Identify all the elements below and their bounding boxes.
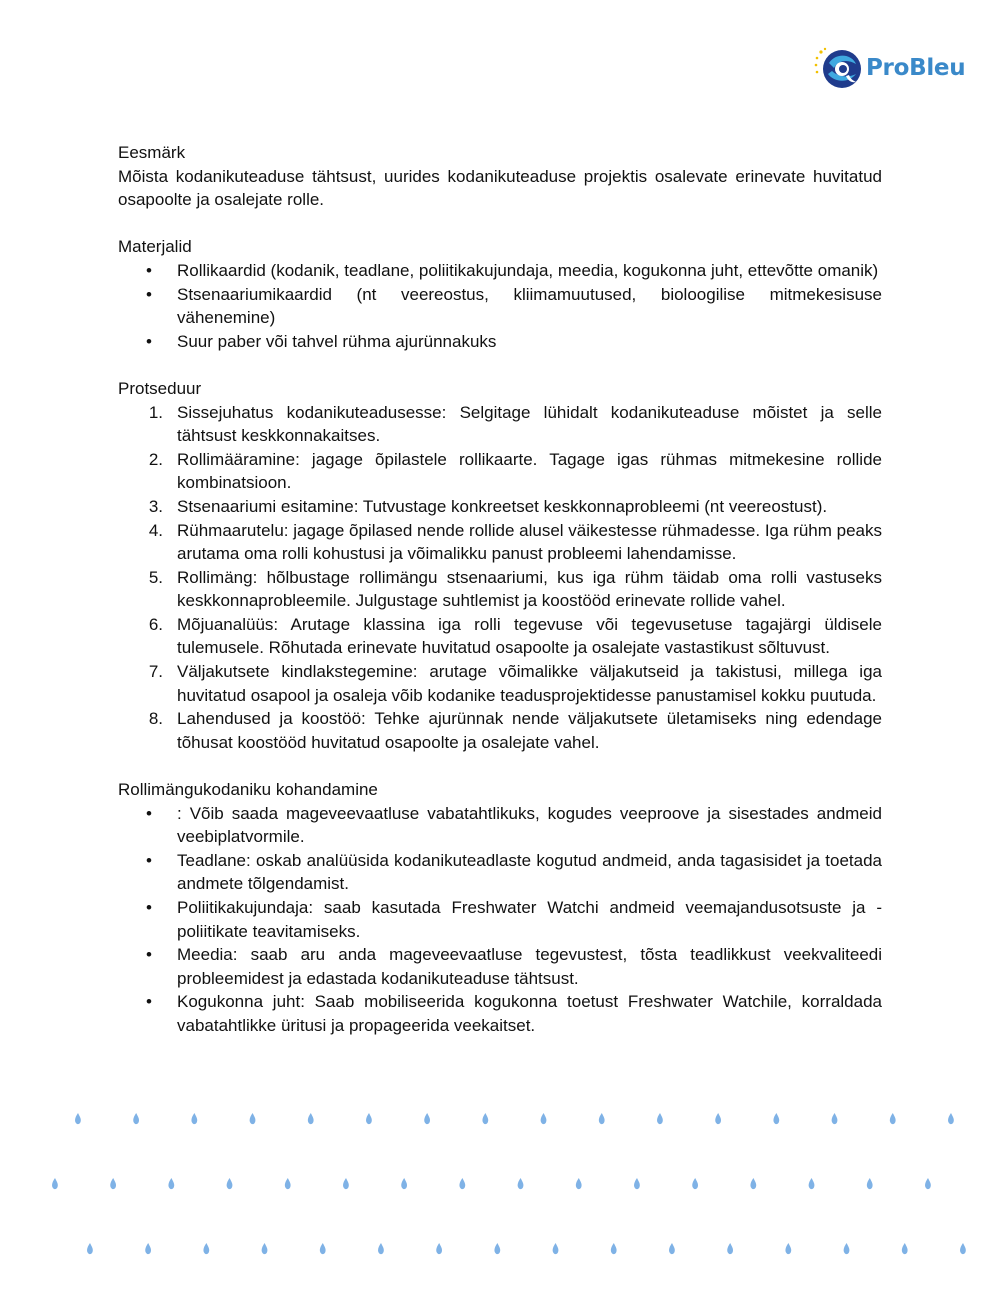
- water-drop-icon: [459, 1178, 465, 1189]
- water-drop-icon: [436, 1243, 442, 1254]
- bullet-icon: •: [146, 284, 152, 304]
- step-number: 2.: [148, 449, 163, 469]
- water-drop-icon: [599, 1113, 605, 1124]
- water-drop-icon: [948, 1113, 954, 1124]
- water-drop-pattern: [0, 1100, 1000, 1280]
- water-drop-icon: [366, 1113, 372, 1124]
- brand-name: ProBleu: [866, 55, 966, 81]
- materials-list: [118, 259, 882, 353]
- step-number: 6.: [148, 614, 163, 634]
- water-drop-icon: [634, 1178, 640, 1189]
- list-item: [118, 660, 882, 707]
- water-drop-icon: [844, 1243, 850, 1254]
- water-drop-icon: [773, 1113, 779, 1124]
- water-drop-icon: [925, 1178, 931, 1189]
- water-drop-icon: [669, 1243, 675, 1254]
- list-item: [118, 849, 882, 896]
- procedure-heading: Protseduur: [118, 378, 202, 398]
- water-drop-icon: [715, 1113, 721, 1124]
- goal-heading: Eesmärk: [118, 143, 186, 162]
- list-item: [118, 495, 882, 519]
- water-drop-icon: [553, 1243, 559, 1254]
- list-item-text: Teadlane: oskab analüüsida kodanikuteadlaste kogutud andmeid, anda tagasisidet ja toetada andmete tõlgendamist.: [177, 850, 882, 894]
- list-item-text: Meedia: saab aru anda mageveevaatluse tegevustest, tõsta teadlikkust veekvaliteedi probleemidest ja edastada kodanikuteaduse tähtsust.: [177, 945, 882, 988]
- step-text: Stsenaariumi esitamine: Tutvustage konkreetset keskkonnaprobleemi (nt veereostust).: [177, 496, 828, 516]
- step-number: 4.: [148, 520, 163, 540]
- water-drop-icon: [401, 1178, 407, 1189]
- water-drop-icon: [145, 1243, 151, 1254]
- adaptation-section: [118, 778, 882, 1038]
- list-item: [118, 519, 882, 566]
- water-drop-icon: [308, 1113, 314, 1124]
- water-drop-icon: [576, 1178, 582, 1189]
- step-text: Sissejuhatus kodanikuteadusesse: Selgitage lühidalt kodanikuteaduse mõistet ja selle tähtsust keskkonnakaitses.: [177, 402, 882, 446]
- water-drop-icon: [692, 1178, 698, 1189]
- water-drop-icon: [75, 1113, 81, 1124]
- bullet-icon: •: [146, 945, 152, 965]
- list-item: [118, 990, 882, 1037]
- water-drop-icon: [832, 1113, 838, 1124]
- water-drop-icon: [52, 1178, 58, 1189]
- spacer: [118, 353, 882, 377]
- water-drop-icon: [320, 1243, 326, 1254]
- bullet-icon: •: [146, 898, 152, 917]
- water-drop-icon: [424, 1113, 430, 1124]
- water-drop-icon: [809, 1178, 815, 1189]
- water-drop-icon: [727, 1243, 733, 1254]
- step-text: Mõjuanalüüs: Arutage klassina iga rolli tegevuse või tegevusetuse tagajärgi üldisele tulemusele. Rõhutada erinevate huvitatud osapoolte ja osalejate vastastikust sõltuvust.: [177, 614, 882, 658]
- step-text: Rollimääramine: jagage õpilastele rollikaarte. Tagage igas rühmas mitmekesine rollide kombinatsioon.: [177, 449, 882, 493]
- step-number: 7.: [148, 662, 163, 682]
- spacer: [118, 212, 882, 236]
- probleu-logo-icon: [812, 44, 864, 92]
- water-drop-icon: [250, 1113, 256, 1124]
- list-item-text: : Võib saada mageveevaatluse vabatahtlikuks, kogudes veeproove ja sisestades andmeid veebiplatvormile.: [177, 803, 882, 847]
- water-drop-icon: [482, 1113, 488, 1124]
- adaptation-list: [118, 802, 882, 1038]
- water-drop-icon: [203, 1243, 209, 1254]
- bullet-icon: •: [146, 331, 152, 351]
- list-item-text: Suur paber või tahvel rühma ajurünnakuks: [177, 331, 497, 351]
- materials-section: [118, 235, 882, 353]
- step-text: Rühmaarutelu: jagage õpilased nende rollide alusel väikestesse rühmadesse. Iga rühm peaks arutama oma rolli kohustusi ja võimalikku panust probleemi lahendamisse.: [177, 520, 882, 564]
- list-item: [118, 401, 882, 448]
- goal-text: Mõista kodanikuteaduse tähtsust, uurides kodanikuteaduse projektis osalevate erinevate huvitatud osapoolte ja osalejate rolle.: [118, 166, 882, 210]
- water-drop-icon: [611, 1243, 617, 1254]
- step-number: 1.: [148, 402, 163, 422]
- water-drop-icon: [110, 1178, 116, 1189]
- step-text: Väljakutsete kindlakstegemine: arutage võimalikke väljakutseid ja takistusi, millega iga huvitatud osapool ja osaleja võib kodanike teadusprojektidesse panustamisel kokku puutuda.: [177, 662, 882, 705]
- spacer: [118, 754, 882, 778]
- water-drop-icon: [494, 1243, 500, 1254]
- bullet-icon: •: [146, 260, 152, 280]
- list-item: [118, 448, 882, 495]
- goal-section: [118, 141, 882, 212]
- list-item: [118, 259, 882, 283]
- materials-heading: Materjalid: [118, 237, 192, 257]
- water-drop-icon: [285, 1178, 291, 1189]
- water-drop-icon: [227, 1178, 233, 1189]
- water-drop-icon: [191, 1113, 197, 1124]
- water-drop-icon: [867, 1178, 873, 1189]
- water-drop-icon: [87, 1243, 93, 1254]
- list-item: [118, 896, 882, 943]
- list-item-text: Poliitikakujundaja: saab kasutada Freshwater Watchi andmeid veemajandusotsuste ja -poliitikate teavitamiseks.: [177, 898, 882, 941]
- step-number: 5.: [148, 567, 163, 587]
- water-drop-icon: [890, 1113, 896, 1124]
- list-item-text: Rollikaardid (kodanik, teadlane, poliitikakujundaja, meedia, kogukonna juht, ettevõtte omanik): [177, 260, 879, 280]
- list-item: [118, 283, 882, 330]
- list-item: [118, 330, 882, 354]
- step-number: 8.: [148, 709, 163, 729]
- bullet-icon: •: [146, 850, 152, 870]
- water-drop-icon: [518, 1178, 524, 1189]
- water-drop-icon: [657, 1113, 663, 1124]
- procedure-list: [118, 401, 882, 755]
- step-text: Rollimäng: hõlbustage rollimängu stsenaariumi, kus iga rühm täidab oma rolli vastuseks keskkonnaprobleemile. Julgustage suhtlemist ja koostööd erinevate rollide vahel.: [177, 567, 882, 611]
- list-item: [118, 943, 882, 990]
- list-item: [118, 613, 882, 660]
- water-drop-icon: [785, 1243, 791, 1254]
- bullet-icon: •: [146, 992, 152, 1012]
- water-drop-icon: [133, 1113, 139, 1124]
- water-drop-icon: [960, 1243, 966, 1254]
- water-drop-icon: [902, 1243, 908, 1254]
- list-item: [118, 707, 882, 754]
- water-drop-icon: [378, 1243, 384, 1254]
- bullet-icon: •: [146, 803, 152, 823]
- document-body: [118, 141, 882, 1038]
- list-item-text: Stsenaariumikaardid (nt veereostus, kliimamuutused, bioloogilise mitmekesisuse vähenemine): [177, 284, 882, 328]
- water-drop-icon: [262, 1243, 268, 1254]
- step-number: 3.: [148, 496, 163, 516]
- step-text: Lahendused ja koostöö: Tehke ajurünnak nende väljakutsete ületamiseks ning edendage tõhusat koostööd huvitatud osapoolte ja osalejate vahel.: [177, 709, 882, 752]
- list-item: [118, 802, 882, 849]
- brand-logo: [812, 44, 965, 92]
- water-drop-icon: [343, 1178, 349, 1189]
- procedure-section: [118, 377, 882, 755]
- adaptation-heading: Rollimängukodaniku kohandamine: [118, 780, 378, 800]
- water-drop-icon: [541, 1113, 547, 1124]
- water-drop-icon: [750, 1178, 756, 1189]
- water-drop-icon: [168, 1178, 174, 1189]
- list-item-text: Kogukonna juht: Saab mobiliseerida kogukonna toetust Freshwater Watchile, korraldada vabatahtlikke üritusi ja propageerida veekaitset.: [177, 992, 882, 1035]
- list-item: [118, 566, 882, 613]
